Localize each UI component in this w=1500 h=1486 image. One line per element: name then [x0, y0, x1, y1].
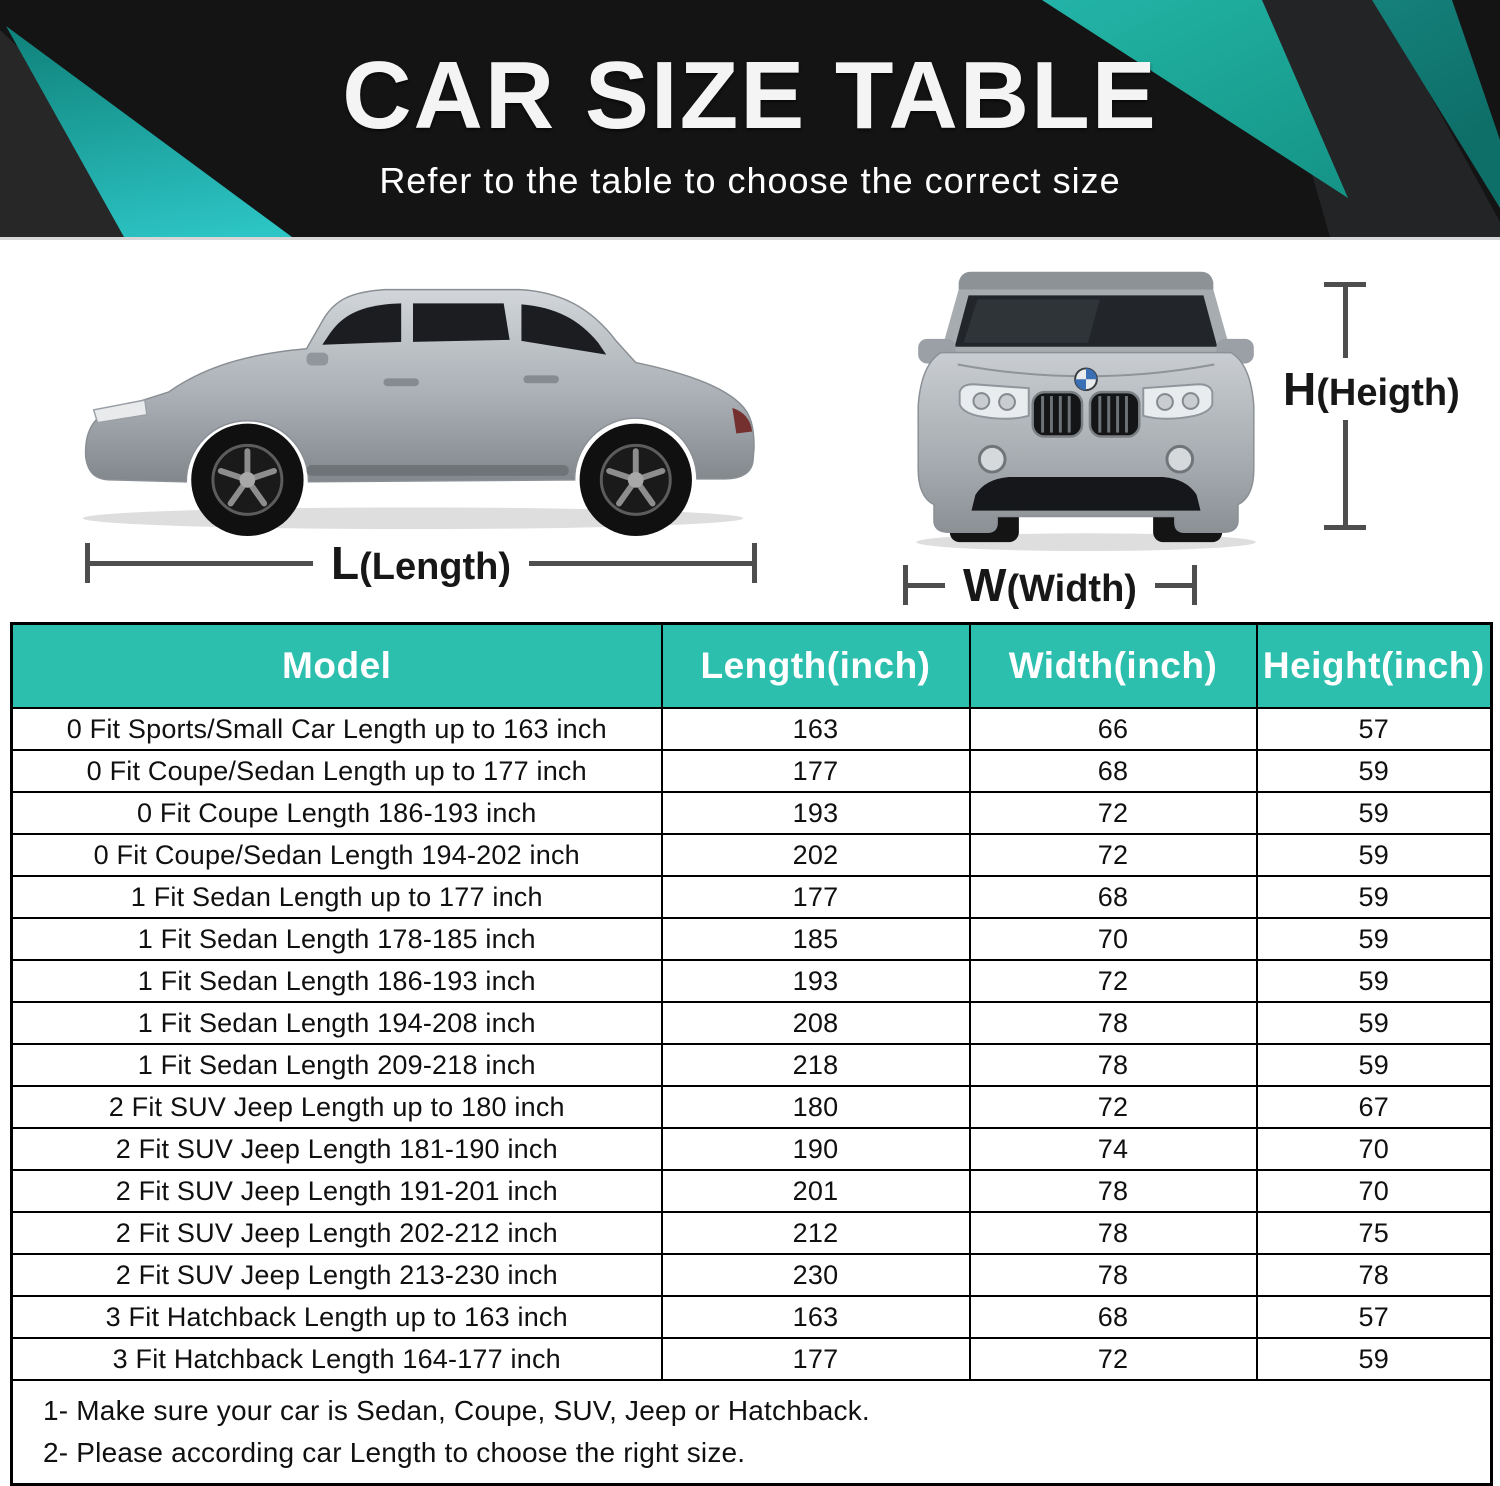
width-cell: 78	[970, 1002, 1257, 1044]
column-header-width: Width(inch)	[970, 624, 1257, 709]
model-cell: 1 Fit Sedan Length up to 177 inch	[12, 876, 662, 918]
width-cell: 72	[970, 834, 1257, 876]
table-row	[12, 1086, 1492, 1128]
dimension-tick	[1192, 565, 1197, 605]
suv-front-view-icon	[898, 248, 1274, 554]
model-cell: 3 Fit Hatchback Length up to 163 inch	[12, 1296, 662, 1338]
width-cell: 72	[970, 1338, 1257, 1380]
page-title: CAR SIZE TABLE	[342, 41, 1158, 149]
model-cell: 0 Fit Coupe Length 186-193 inch	[12, 792, 662, 834]
table-row	[12, 834, 1492, 876]
width-cell: 72	[970, 1086, 1257, 1128]
width-dimension-line	[903, 558, 1197, 612]
width-cell: 72	[970, 960, 1257, 1002]
length-cell: 212	[662, 1212, 970, 1254]
table-row	[12, 750, 1492, 792]
model-cell: 2 Fit SUV Jeep Length 191-201 inch	[12, 1170, 662, 1212]
table-row	[12, 1254, 1492, 1296]
column-header-height: Height(inch)	[1257, 624, 1492, 709]
height-cell: 70	[1257, 1170, 1492, 1212]
height-cell: 57	[1257, 708, 1492, 750]
table-row	[12, 876, 1492, 918]
table-row	[12, 1002, 1492, 1044]
table-row	[12, 708, 1492, 750]
height-cell: 59	[1257, 792, 1492, 834]
length-dimension-line	[85, 536, 757, 590]
height-cell: 78	[1257, 1254, 1492, 1296]
width-cell: 78	[970, 1212, 1257, 1254]
table-row	[12, 1212, 1492, 1254]
column-header-model: Model	[12, 624, 662, 709]
model-cell: 2 Fit SUV Jeep Length 213-230 inch	[12, 1254, 662, 1296]
note-line: 2- Please according car Length to choose the right size.	[43, 1437, 746, 1468]
dimension-tick	[1324, 525, 1366, 530]
model-cell: 2 Fit SUV Jeep Length 181-190 inch	[12, 1128, 662, 1170]
table-row	[12, 960, 1492, 1002]
width-cell: 78	[970, 1044, 1257, 1086]
model-cell: 2 Fit SUV Jeep Length 202-212 inch	[12, 1212, 662, 1254]
size-table-notes	[12, 1380, 1492, 1485]
height-cell: 67	[1257, 1086, 1492, 1128]
model-cell: 1 Fit Sedan Length 194-208 inch	[12, 1002, 662, 1044]
height-cell: 59	[1257, 918, 1492, 960]
suv-side-view-icon	[58, 262, 768, 538]
model-cell: 1 Fit Sedan Length 178-185 inch	[12, 918, 662, 960]
height-cell: 59	[1257, 1044, 1492, 1086]
model-cell: 0 Fit Coupe/Sedan Length 194-202 inch	[12, 834, 662, 876]
page-subtitle: Refer to the table to choose the correct size	[379, 159, 1121, 201]
model-cell: 0 Fit Coupe/Sedan Length up to 177 inch	[12, 750, 662, 792]
length-cell: 163	[662, 1296, 970, 1338]
banner	[0, 0, 1500, 240]
length-label: L(Length)	[330, 537, 512, 589]
length-cell: 177	[662, 750, 970, 792]
width-cell: 72	[970, 792, 1257, 834]
length-cell: 202	[662, 834, 970, 876]
dimension-tick	[752, 543, 757, 583]
dimension-diagram	[0, 240, 1500, 622]
table-row	[12, 1044, 1492, 1086]
height-cell: 59	[1257, 1338, 1492, 1380]
width-cell: 68	[970, 1296, 1257, 1338]
width-label: W(Width)	[963, 559, 1137, 611]
height-cell: 59	[1257, 834, 1492, 876]
model-cell: 3 Fit Hatchback Length 164-177 inch	[12, 1338, 662, 1380]
car-size-table	[10, 622, 1493, 1486]
length-cell: 193	[662, 960, 970, 1002]
dimension-line	[90, 561, 313, 566]
length-cell: 163	[662, 708, 970, 750]
height-cell: 70	[1257, 1128, 1492, 1170]
width-cell: 78	[970, 1170, 1257, 1212]
length-cell: 218	[662, 1044, 970, 1086]
width-cell: 70	[970, 918, 1257, 960]
length-cell: 177	[662, 876, 970, 918]
width-cell: 74	[970, 1128, 1257, 1170]
note-line: 1- Make sure your car is Sedan, Coupe, SUV, Jeep or Hatchback.	[43, 1395, 870, 1426]
front-wheel	[191, 424, 303, 536]
model-cell: 0 Fit Sports/Small Car Length up to 163 inch	[12, 708, 662, 750]
table-row	[12, 1170, 1492, 1212]
height-label: H(Heigth)	[1277, 358, 1466, 420]
rear-wheel	[580, 424, 692, 536]
height-cell: 57	[1257, 1296, 1492, 1338]
length-cell: 201	[662, 1170, 970, 1212]
height-cell: 59	[1257, 750, 1492, 792]
size-table-notes-row	[12, 1380, 1492, 1485]
height-cell: 59	[1257, 960, 1492, 1002]
length-cell: 193	[662, 792, 970, 834]
column-header-length: Length(inch)	[662, 624, 970, 709]
width-cell: 78	[970, 1254, 1257, 1296]
table-row	[12, 1338, 1492, 1380]
table-row	[12, 918, 1492, 960]
model-cell: 2 Fit SUV Jeep Length up to 180 inch	[12, 1086, 662, 1128]
length-cell: 185	[662, 918, 970, 960]
height-cell: 75	[1257, 1212, 1492, 1254]
length-cell: 180	[662, 1086, 970, 1128]
length-cell: 208	[662, 1002, 970, 1044]
dimension-line	[1155, 583, 1192, 588]
length-cell: 177	[662, 1338, 970, 1380]
length-cell: 230	[662, 1254, 970, 1296]
table-row	[12, 1128, 1492, 1170]
height-cell: 59	[1257, 876, 1492, 918]
width-cell: 66	[970, 708, 1257, 750]
table-row	[12, 1296, 1492, 1338]
dimension-line	[529, 561, 752, 566]
width-cell: 68	[970, 876, 1257, 918]
model-cell: 1 Fit Sedan Length 209-218 inch	[12, 1044, 662, 1086]
width-cell: 68	[970, 750, 1257, 792]
dimension-line	[908, 583, 945, 588]
table-row	[12, 792, 1492, 834]
height-cell: 59	[1257, 1002, 1492, 1044]
model-cell: 1 Fit Sedan Length 186-193 inch	[12, 960, 662, 1002]
size-table-header-row	[12, 624, 1492, 709]
length-cell: 190	[662, 1128, 970, 1170]
